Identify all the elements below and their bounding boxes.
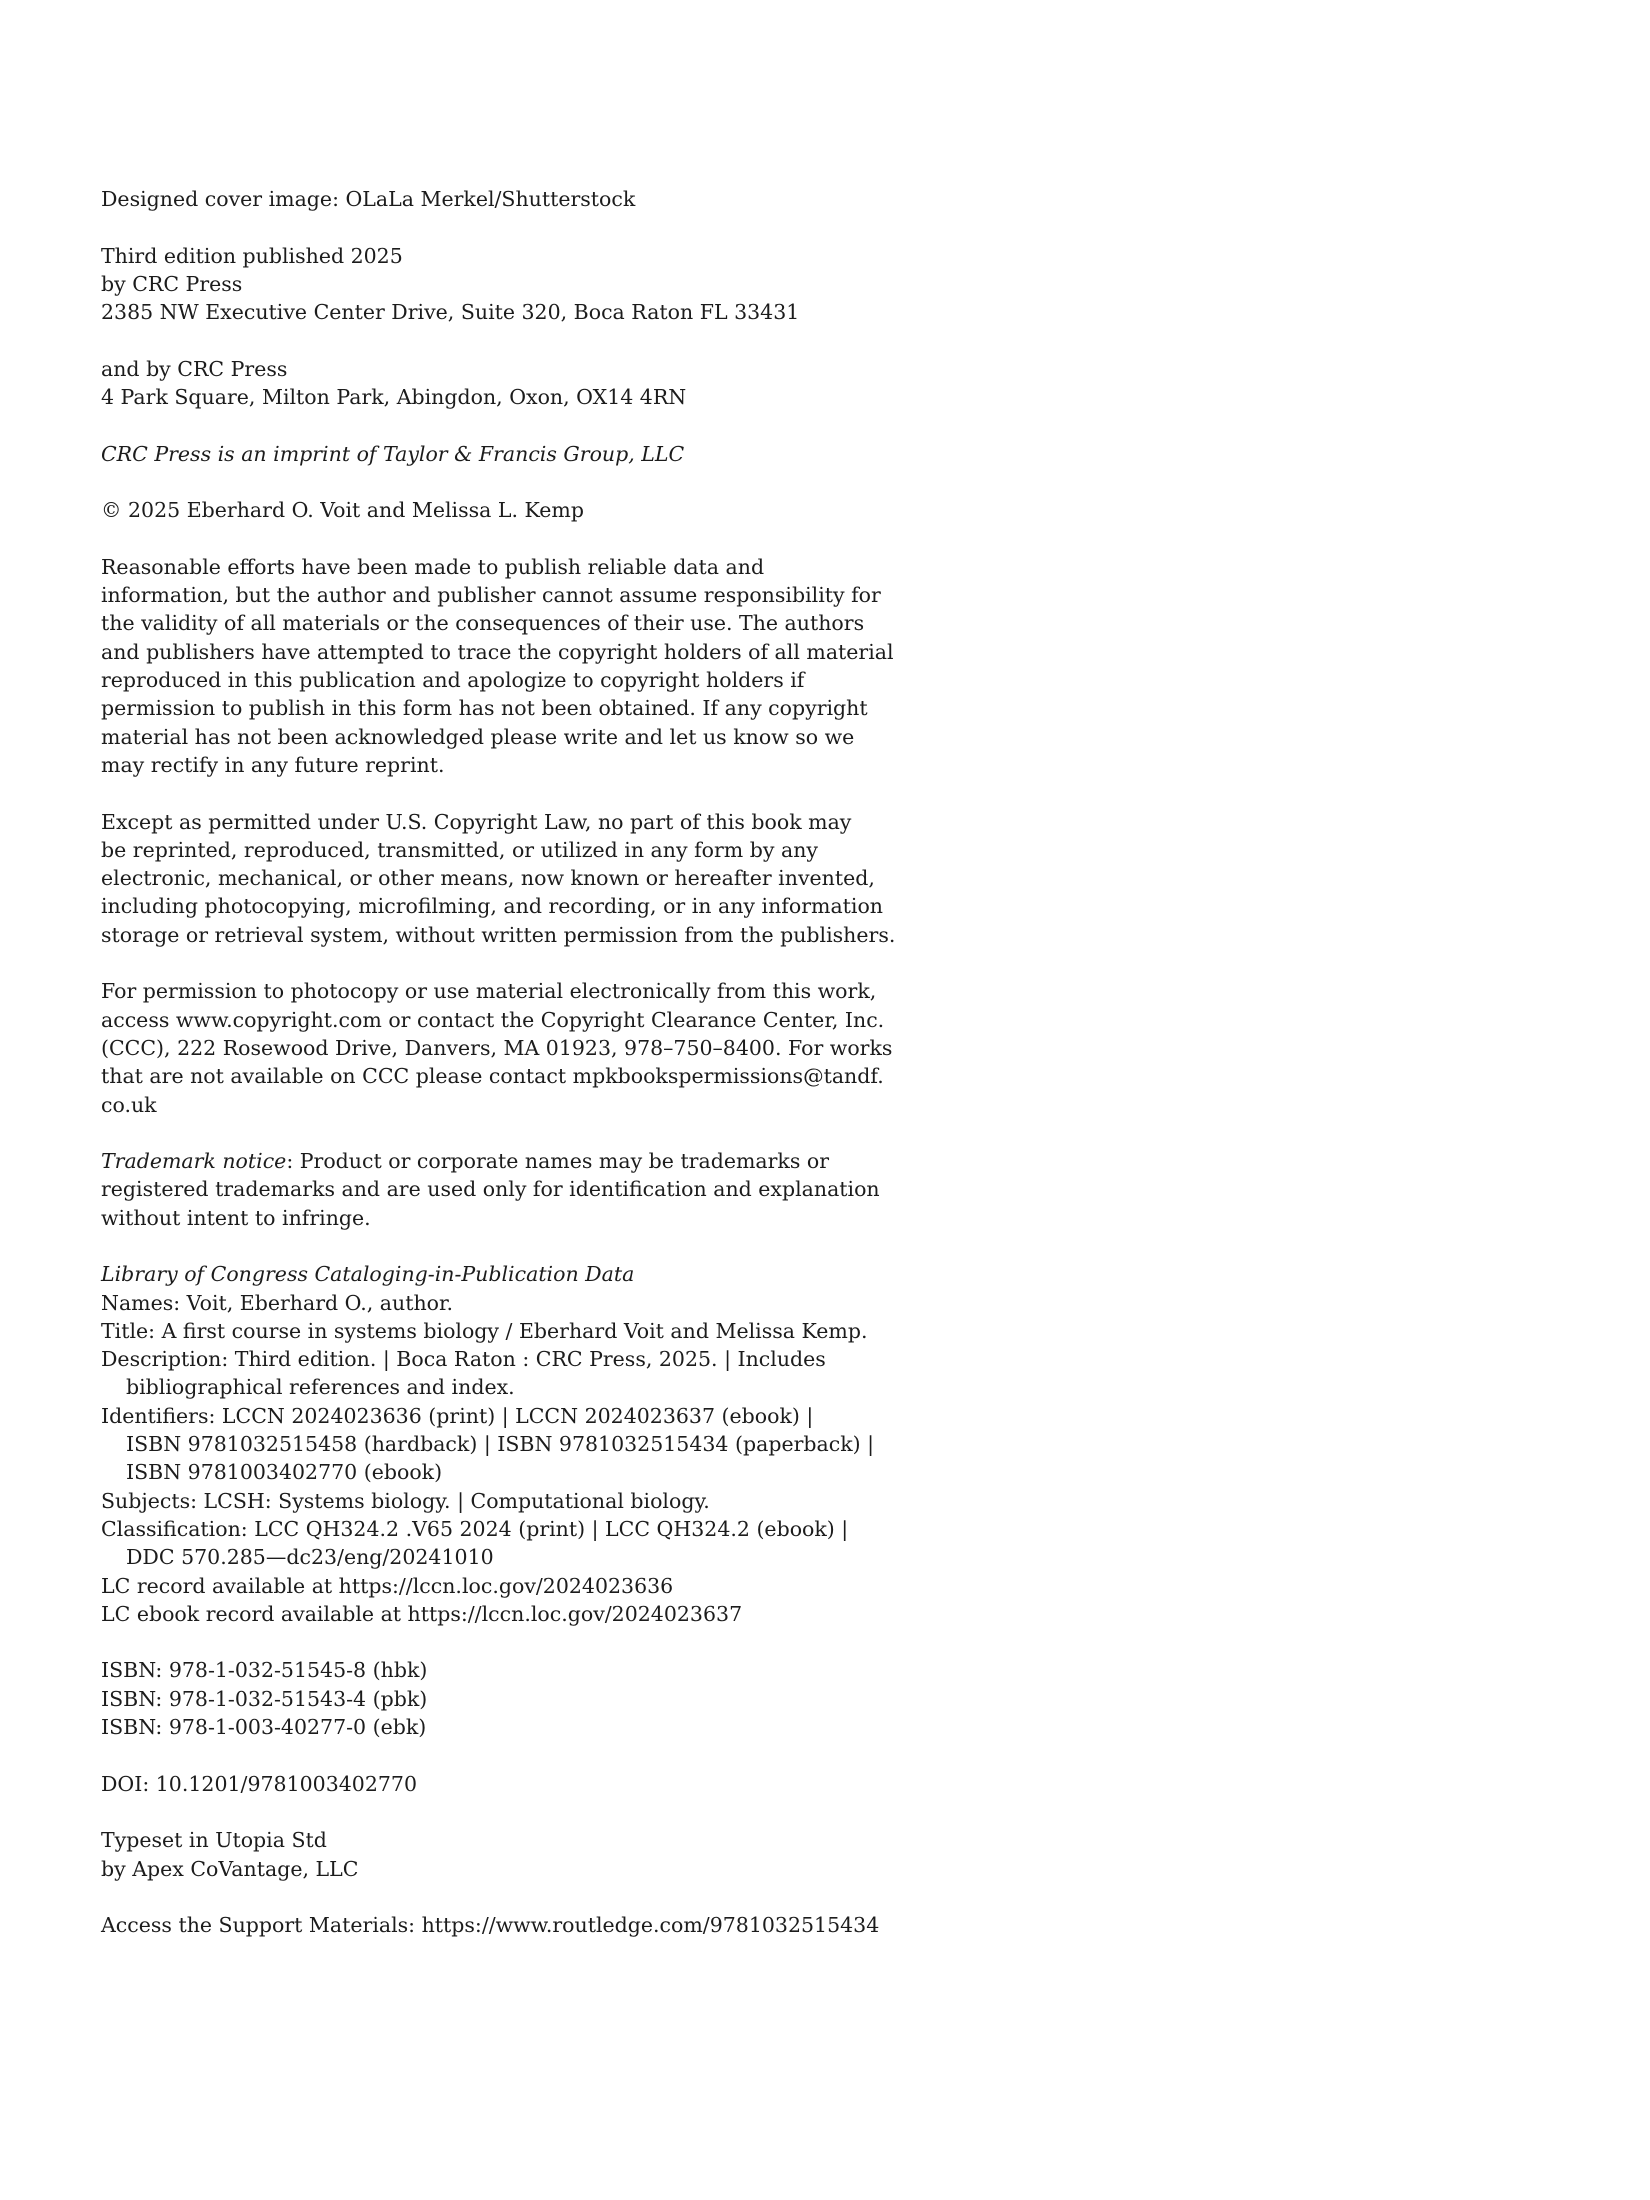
trademark-line: registered trademarks and are used only for identification and explanation	[101, 1177, 880, 1202]
trademark-line: without intent to infringe.	[101, 1205, 371, 1230]
copyright-page	[101, 185, 901, 1968]
cover-credit: Designed cover image: OLaLa Merkel/Shutterstock	[101, 187, 636, 211]
permissions-line: (CCC), 222 Rosewood Drive, Danvers, MA 01923, 978–750–8400. For works	[101, 1035, 893, 1060]
trademark-paragraph	[101, 1147, 901, 1232]
permissions-line: co.uk	[101, 1092, 157, 1117]
isbn-paperback: ISBN: 978-1-032-51543-4 (pbk)	[101, 1686, 428, 1711]
trademark-text: : Product or corporate names may be trademarks or	[286, 1149, 830, 1174]
cip-description-cont: bibliographical references and index.	[126, 1375, 515, 1400]
cip-description: Description: Third edition. | Boca Raton : CRC Press, 2025. | Includes	[101, 1347, 826, 1372]
disclaimer-paragraph	[101, 553, 901, 779]
disclaimer-line: reproduced in this publication and apologize to copyright holders if	[101, 668, 805, 693]
cip-block	[101, 1260, 901, 1628]
copyright-notice: © 2025 Eberhard O. Voit and Melissa L. Kemp	[101, 498, 584, 523]
trademark-label: Trademark notice	[101, 1149, 287, 1174]
disclaimer-line: permission to publish in this form has not been obtained. If any copyright	[101, 696, 868, 721]
doi: DOI: 10.1201/9781003402770	[101, 1771, 417, 1796]
edition-line: Third edition published 2025	[101, 243, 403, 268]
disclaimer-line: information, but the author and publisher cannot assume responsibility for	[101, 583, 881, 608]
disclaimer-line: may rectify in any future reprint.	[101, 752, 445, 777]
cip-identifiers-cont: ISBN 9781032515458 (hardback) | ISBN 9781032515434 (paperback) |	[126, 1432, 875, 1457]
cover-credit-block	[101, 185, 901, 213]
support-materials-link: Access the Support Materials: https://www.routledge.com/9781032515434	[101, 1913, 880, 1938]
isbn-ebook: ISBN: 978-1-003-40277-0 (ebk)	[101, 1715, 427, 1740]
uk-publisher-address: 4 Park Square, Milton Park, Abingdon, Oxon, OX14 4RN	[101, 385, 687, 410]
doi-block	[101, 1770, 901, 1798]
copyright-block	[101, 496, 901, 524]
cip-identifiers-cont: ISBN 9781003402770 (ebook)	[126, 1460, 443, 1485]
cip-lc-record: LC record available at https://lccn.loc.gov/2024023636	[101, 1573, 674, 1598]
reproduction-line: be reprinted, reproduced, transmitted, or utilized in any form by any	[101, 837, 818, 862]
cip-classification: Classification: LCC QH324.2 .V65 2024 (print) | LCC QH324.2 (ebook) |	[101, 1516, 849, 1541]
uk-office-block	[101, 355, 901, 412]
imprint-statement: CRC Press is an imprint of Taylor & Francis Group, LLC	[101, 441, 685, 466]
typesetter: by Apex CoVantage, LLC	[101, 1856, 359, 1881]
publisher-address: 2385 NW Executive Center Drive, Suite 320, Boca Raton FL 33431	[101, 300, 800, 325]
cip-classification-cont: DDC 570.285—dc23/eng/20241010	[126, 1545, 494, 1570]
disclaimer-line: material has not been acknowledged please write and let us know so we	[101, 724, 855, 749]
cip-names: Names: Voit, Eberhard O., author.	[101, 1290, 454, 1315]
cip-identifiers: Identifiers: LCCN 2024023636 (print) | LCCN 2024023637 (ebook) |	[101, 1403, 814, 1428]
permissions-line: access www.copyright.com or contact the Copyright Clearance Center, Inc.	[101, 1007, 885, 1032]
disclaimer-line: and publishers have attempted to trace the copyright holders of all material	[101, 639, 894, 664]
uk-publisher-line: and by CRC Press	[101, 356, 288, 381]
imprint-block	[101, 440, 901, 468]
cip-subjects: Subjects: LCSH: Systems biology. | Computational biology.	[101, 1488, 710, 1513]
permissions-paragraph	[101, 977, 901, 1118]
edition-block	[101, 242, 901, 327]
cip-title: Title: A first course in systems biology / Eberhard Voit and Melissa Kemp.	[101, 1318, 868, 1343]
reproduction-paragraph	[101, 808, 901, 949]
permissions-line: For permission to photocopy or use material electronically from this work,	[101, 979, 877, 1004]
reproduction-line: including photocopying, microfilming, and recording, or in any information	[101, 894, 884, 919]
isbn-hardback: ISBN: 978-1-032-51545-8 (hbk)	[101, 1658, 428, 1683]
disclaimer-line: the validity of all materials or the consequences of their use. The authors	[101, 611, 865, 636]
trademark-line	[101, 1147, 901, 1175]
support-block	[101, 1911, 901, 1939]
reproduction-line: storage or retrieval system, without written permission from the publishers.	[101, 922, 896, 947]
cip-lc-ebook-record: LC ebook record available at https://lccn.loc.gov/2024023637	[101, 1601, 743, 1626]
reproduction-line: Except as permitted under U.S. Copyright Law, no part of this book may	[101, 809, 852, 834]
typeset-block	[101, 1826, 901, 1883]
isbn-block	[101, 1656, 901, 1741]
typeset-font: Typeset in Utopia Std	[101, 1828, 327, 1853]
permissions-line: that are not available on CCC please contact mpkbookspermissions@tandf.	[101, 1064, 884, 1089]
cip-heading: Library of Congress Cataloging-in-Publication Data	[101, 1262, 635, 1287]
disclaimer-line: Reasonable efforts have been made to publish reliable data and	[101, 554, 765, 579]
publisher-line: by CRC Press	[101, 271, 243, 296]
reproduction-line: electronic, mechanical, or other means, now known or hereafter invented,	[101, 866, 875, 891]
